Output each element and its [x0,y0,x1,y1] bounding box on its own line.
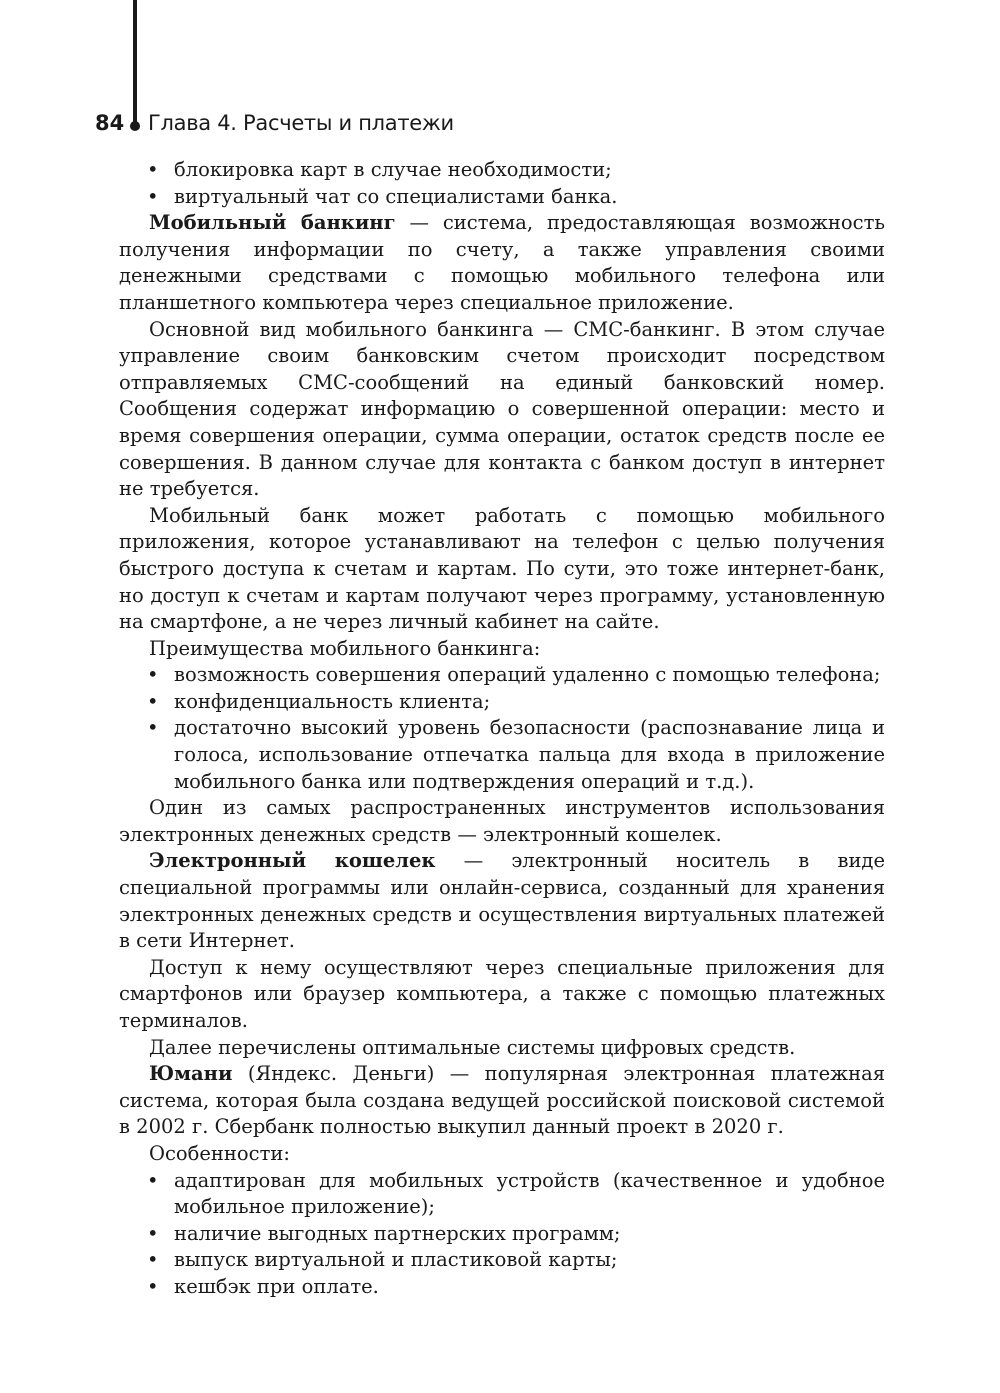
bullet-icon: • [147,1248,159,1272]
paragraph-mobile-banking: Мобильный банкинг — система, предоставляющая возможность получения информации по счету, а также управления своими денежными средствами с помощью мобильного телефона или планшетного компьютера через специальное приложение. [119,211,885,314]
bullet-icon: • [147,158,159,181]
bullet-icon: • [147,1168,159,1192]
bullet-icon: • [147,1221,159,1245]
list-item: • виртуальный чат со специалистами банка. [119,184,885,211]
page-body [119,157,885,1301]
paragraph-yumani: Юмани (Яндекс. Деньги) — популярная электронная платежная система, которая была создана ведущей российской поисковой системой в 2002 г. Сбербанк полностью выкупил данный проект в 2020 г. [119,1062,885,1139]
bullet-icon: • [147,689,159,713]
list-item: • возможность совершения операций удаленно с помощью телефона; [119,662,885,689]
paragraph-advantages-intro: Преимущества мобильного банкинга: [149,636,541,660]
paragraph-access: Доступ к нему осуществляют через специальные приложения для смартфонов или браузер компьютера, а также с помощью платежных терминалов. [119,955,885,1032]
term-yumani: Юмани [149,1062,233,1086]
paragraph-ewallet: Электронный кошелек — электронный носитель в виде специальной программы или онлайн-сервиса, созданный для хранения электронных денежных средств и осуществления виртуальных платежей в сети Интернет. [119,849,885,953]
chapter-title: Глава 4. Расчеты и платежи [148,111,454,135]
margin-rule-dot [130,121,140,131]
bullet-icon: • [147,716,159,740]
list-item: • блокировка карт в случае необходимости; [119,157,885,184]
bullet-list-features-continued [119,157,885,210]
paragraph-next: Далее перечислены оптимальные системы цифровых средств. [149,1035,796,1059]
bullet-icon: • [147,184,159,208]
bullet-icon: • [147,1274,159,1298]
list-item: • наличие выгодных партнерских программ; [119,1221,885,1248]
term-mobile-banking: Мобильный банкинг [149,211,396,235]
list-item: • достаточно высокий уровень безопасности (распознавание лица и голоса, использование отпечатка пальца для входа в приложение мобильного банка или подтверждения операций и т.д.). [147,716,885,793]
paragraph-mobile-app: Мобильный банк может работать с помощью мобильного приложения, которое устанавливают на телефон с целью получения быстрого доступа к счетам и картам. По сути, это тоже интернет-банк, но доступ к счетам и картам получают через программу, установленную на смартфоне, а не через личный кабинет на сайте. [119,503,885,634]
paragraph-sms-banking: Основной вид мобильного банкинга — СМС-банкинг. В этом случае управление своим банковским счетом происходит посредством отправляемых СМС-сообщений на единый банковский номер. Сообщения содержат информацию о совершенной операции: место и время совершения операции, сумма операции, остаток средств после ее совершения. В данном случае для контакта с банком доступ в интернет не требуется. [119,317,885,501]
bullet-icon: • [147,663,159,687]
bullet-list-yumani-features [119,1168,885,1301]
bullet-list-advantages [119,662,885,795]
list-item: • адаптирован для мобильных устройств (качественное и удобное мобильное приложение); [147,1168,885,1219]
list-item: • кешбэк при оплате. [119,1274,885,1301]
list-item: • выпуск виртуальной и пластиковой карты; [119,1247,885,1274]
paragraph-common-tool: Один из самых распространенных инструментов использования электронных денежных средств — электронный кошелек. [119,796,885,846]
page-number: 84 [95,111,125,135]
paragraph-features-intro: Особенности: [149,1141,290,1165]
term-ewallet: Электронный кошелек [149,849,436,873]
list-item: • конфиденциальность клиента; [119,689,885,716]
margin-rule [133,0,137,124]
